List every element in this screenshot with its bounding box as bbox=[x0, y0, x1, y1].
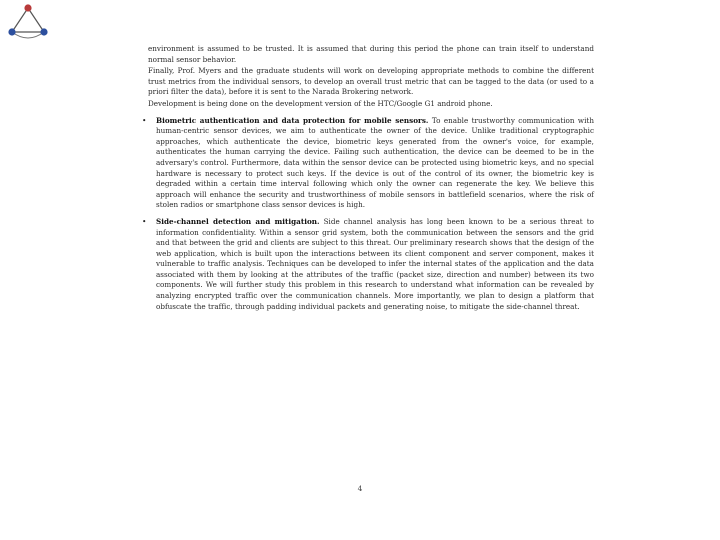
list-item-side-channel bbox=[142, 216, 594, 312]
document-page bbox=[142, 44, 594, 312]
paragraph-development: Development is being done on the development version of the HTC/Google G1 android phone. bbox=[148, 98, 493, 108]
list-item-body: To enable trustworthy communication with human-centric sensor devices, we aim to authenticate the owner of the device. Unlike traditional cryptographic approaches, which authenticate the device, biometric keys generated from the owner's voice, for example, authenticates the human carrying the device. Failing such authentication, the device can be deemed to be in the adversary's control. Furthermore, data within the sensor device can be protected using biometric keys, and no special hardware is necessary to protect such keys. If the device is out of the control of its owner, the biometric key is degraded within a certain time interval following which only the owner can regenerate the key. We believe this approach will enhance the security and trustworthiness of mobile sensors in battlefield scenarios, where the risk of stolen radios or smartphone class sensor devices is high. bbox=[156, 115, 594, 210]
list-item-title: Side-channel detection and mitigation. bbox=[156, 216, 320, 226]
logo-edge bbox=[28, 8, 44, 32]
list-item-text bbox=[156, 217, 594, 312]
bullet-marker: • bbox=[142, 115, 147, 125]
page-number: 4 bbox=[357, 484, 363, 493]
bullet-marker: • bbox=[142, 216, 147, 226]
list-item-biometric bbox=[142, 115, 594, 211]
logo-edge bbox=[12, 8, 28, 32]
list-item-text bbox=[156, 116, 594, 211]
logo-node-right bbox=[40, 28, 47, 35]
logo-node-top bbox=[24, 4, 31, 11]
paragraph-environment: environment is assumed to be trusted. It is assumed that during this period the phone can train itself to understand normal sensor behavior. bbox=[148, 44, 594, 64]
network-logo-icon bbox=[4, 2, 52, 42]
logo-node-left bbox=[8, 28, 15, 35]
list-item-body: Side channel analysis has long been known to be a serious threat to information confidentiality. Within a sensor grid system, both the communication between the sensors and the grid and that between the grid and clients are subject to this threat. Our preliminary research shows that the design of the web application, which is built upon the interactions between its client component and server component, makes it vulnerable to traffic analysis. Techniques can be developed to infer the internal states of the application and the data associated with them by looking at the attributes of the traffic (packet size, direction and number) between its two components. We will further study this problem in this research to understand what information can be revealed by analyzing encrypted traffic over the communication channels. More importantly, we plan to design a platform that obfuscate the traffic, through padding individual packets and generating noise, to mitigate the side-channel threat. bbox=[156, 216, 594, 311]
logo-arc bbox=[12, 32, 44, 38]
paragraph-trust-metrics: Finally, Prof. Myers and the graduate students will work on developing appropriate methods to combine the different trust metrics from the individual sensors, to develop an overall trust metric that can be tagged to the data (or used to a priori filter the data), before it is sent to the Narada Brokering network. bbox=[148, 66, 594, 97]
list-item-title: Biometric authentication and data protection for mobile sensors. bbox=[156, 115, 429, 125]
